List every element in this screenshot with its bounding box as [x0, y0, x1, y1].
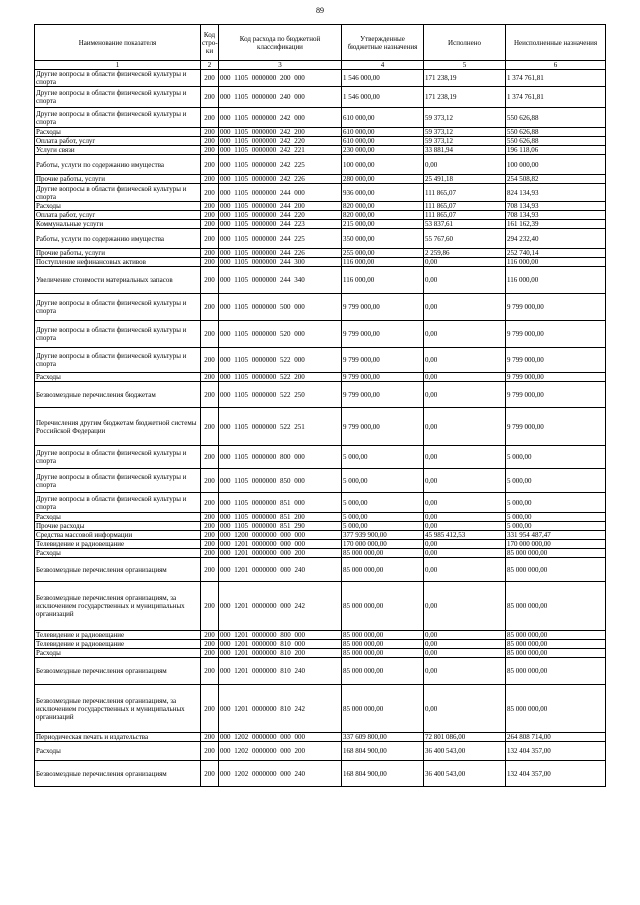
table-row — [35, 640, 606, 649]
executed-amount-cell: 111 865,07 — [424, 202, 506, 211]
expense-code-cell: 000 1105 0000000 522 251 — [219, 408, 342, 446]
expense-code-cell: 000 1105 0000000 244 200 — [219, 202, 342, 211]
approved-amount-cell: 9 799 000,00 — [342, 294, 424, 321]
column-number: 4 — [342, 61, 424, 70]
line-code-cell: 200 — [201, 137, 219, 146]
approved-amount-cell: 255 000,00 — [342, 249, 424, 258]
executed-amount-cell: 171 238,19 — [424, 87, 506, 108]
unexecuted-amount-cell: 294 232,40 — [506, 229, 606, 249]
indicator-name-cell: Безвозмездные перечисления организациям — [35, 658, 201, 685]
executed-amount-cell: 59 373,12 — [424, 108, 506, 128]
expense-code-cell: 000 1105 0000000 242 226 — [219, 175, 342, 184]
header-approved: Утвержденные бюджетные назначения — [342, 25, 424, 61]
expense-code-cell: 000 1105 0000000 240 000 — [219, 87, 342, 108]
line-code-cell: 200 — [201, 373, 219, 382]
line-code-cell: 200 — [201, 220, 219, 229]
approved-amount-cell: 5 000,00 — [342, 469, 424, 493]
expense-code-cell: 000 1105 0000000 242 221 — [219, 146, 342, 155]
line-code-cell: 200 — [201, 685, 219, 733]
expense-code-cell: 000 1105 0000000 242 200 — [219, 128, 342, 137]
executed-amount-cell: 111 865,07 — [424, 211, 506, 220]
expense-code-cell: 000 1105 0000000 244 220 — [219, 211, 342, 220]
indicator-name-cell: Другие вопросы в области физической культуры и спорта — [35, 493, 201, 513]
approved-amount-cell: 5 000,00 — [342, 493, 424, 513]
line-code-cell: 200 — [201, 348, 219, 373]
line-code-cell: 200 — [201, 549, 219, 558]
unexecuted-amount-cell: 550 626,88 — [506, 108, 606, 128]
indicator-name-cell: Другие вопросы в области физической культуры и спорта — [35, 108, 201, 128]
unexecuted-amount-cell: 9 799 000,00 — [506, 348, 606, 373]
unexecuted-amount-cell: 85 000 000,00 — [506, 631, 606, 640]
executed-amount-cell: 2 259,86 — [424, 249, 506, 258]
executed-amount-cell: 0,00 — [424, 649, 506, 658]
approved-amount-cell: 9 799 000,00 — [342, 408, 424, 446]
unexecuted-amount-cell: 9 799 000,00 — [506, 294, 606, 321]
line-code-cell: 200 — [201, 294, 219, 321]
unexecuted-amount-cell: 264 808 714,00 — [506, 733, 606, 742]
unexecuted-amount-cell: 708 134,93 — [506, 202, 606, 211]
unexecuted-amount-cell: 252 740,14 — [506, 249, 606, 258]
line-code-cell: 200 — [201, 558, 219, 582]
unexecuted-amount-cell: 85 000 000,00 — [506, 649, 606, 658]
indicator-name-cell: Прочие работы, услуги — [35, 249, 201, 258]
table-row — [35, 175, 606, 184]
line-code-cell: 200 — [201, 742, 219, 761]
executed-amount-cell: 55 767,60 — [424, 229, 506, 249]
line-code-cell: 200 — [201, 513, 219, 522]
unexecuted-amount-cell: 254 508,82 — [506, 175, 606, 184]
executed-amount-cell: 36 400 543,00 — [424, 742, 506, 761]
table-row — [35, 558, 606, 582]
approved-amount-cell: 116 000,00 — [342, 258, 424, 267]
column-number: 6 — [506, 61, 606, 70]
table-row — [35, 155, 606, 175]
executed-amount-cell: 0,00 — [424, 408, 506, 446]
expense-code-cell: 000 1202 0000000 000 200 — [219, 742, 342, 761]
indicator-name-cell: Другие вопросы в области физической культуры и спорта — [35, 184, 201, 202]
executed-amount-cell: 72 801 086,00 — [424, 733, 506, 742]
indicator-name-cell: Другие вопросы в области физической культуры и спорта — [35, 70, 201, 87]
expense-code-cell: 000 1105 0000000 244 340 — [219, 267, 342, 294]
approved-amount-cell: 85 000 000,00 — [342, 549, 424, 558]
approved-amount-cell: 936 000,00 — [342, 184, 424, 202]
indicator-name-cell: Телевидение и радиовещание — [35, 640, 201, 649]
expense-code-cell: 000 1201 0000000 000 000 — [219, 540, 342, 549]
line-code-cell: 200 — [201, 202, 219, 211]
table-row — [35, 373, 606, 382]
expense-code-cell: 000 1105 0000000 244 225 — [219, 229, 342, 249]
indicator-name-cell: Оплата работ, услуг — [35, 211, 201, 220]
expense-code-cell: 000 1105 0000000 851 000 — [219, 493, 342, 513]
indicator-name-cell: Безвозмездные перечисления организациям, за исключением государственных и муниципальных организаций — [35, 582, 201, 631]
approved-amount-cell: 116 000,00 — [342, 267, 424, 294]
executed-amount-cell: 45 985 412,53 — [424, 531, 506, 540]
indicator-name-cell: Расходы — [35, 128, 201, 137]
indicator-name-cell: Услуги связи — [35, 146, 201, 155]
indicator-name-cell: Безвозмездные перечисления организациям — [35, 761, 201, 787]
expense-code-cell: 000 1201 0000000 000 242 — [219, 582, 342, 631]
table-row — [35, 229, 606, 249]
executed-amount-cell: 59 373,12 — [424, 128, 506, 137]
approved-amount-cell: 820 000,00 — [342, 211, 424, 220]
table-row — [35, 761, 606, 787]
executed-amount-cell: 0,00 — [424, 258, 506, 267]
approved-amount-cell: 350 000,00 — [342, 229, 424, 249]
expense-code-cell: 000 1105 0000000 244 226 — [219, 249, 342, 258]
approved-amount-cell: 85 000 000,00 — [342, 658, 424, 685]
approved-amount-cell: 280 000,00 — [342, 175, 424, 184]
approved-amount-cell: 85 000 000,00 — [342, 685, 424, 733]
indicator-name-cell: Расходы — [35, 202, 201, 211]
expense-code-cell: 000 1105 0000000 244 000 — [219, 184, 342, 202]
table-row — [35, 446, 606, 469]
unexecuted-amount-cell: 9 799 000,00 — [506, 408, 606, 446]
expense-code-cell: 000 1202 0000000 000 000 — [219, 733, 342, 742]
line-code-cell: 200 — [201, 175, 219, 184]
approved-amount-cell: 820 000,00 — [342, 202, 424, 211]
approved-amount-cell: 9 799 000,00 — [342, 321, 424, 348]
header-executed: Исполнено — [424, 25, 506, 61]
indicator-name-cell: Другие вопросы в области физической культуры и спорта — [35, 87, 201, 108]
executed-amount-cell: 0,00 — [424, 267, 506, 294]
executed-amount-cell: 111 865,07 — [424, 184, 506, 202]
line-code-cell: 200 — [201, 229, 219, 249]
executed-amount-cell: 0,00 — [424, 540, 506, 549]
unexecuted-amount-cell: 9 799 000,00 — [506, 321, 606, 348]
table-row — [35, 531, 606, 540]
table-row — [35, 184, 606, 202]
indicator-name-cell: Телевидение и радиовещание — [35, 631, 201, 640]
expense-code-cell: 000 1105 0000000 522 250 — [219, 382, 342, 408]
executed-amount-cell: 0,00 — [424, 513, 506, 522]
approved-amount-cell: 168 804 900,00 — [342, 761, 424, 787]
indicator-name-cell: Другие вопросы в области физической культуры и спорта — [35, 446, 201, 469]
expense-code-cell: 000 1201 0000000 000 200 — [219, 549, 342, 558]
approved-amount-cell: 5 000,00 — [342, 513, 424, 522]
unexecuted-amount-cell: 85 000 000,00 — [506, 685, 606, 733]
expense-code-cell: 000 1105 0000000 851 200 — [219, 513, 342, 522]
unexecuted-amount-cell: 85 000 000,00 — [506, 549, 606, 558]
header-unexecuted: Неисполненные назначения — [506, 25, 606, 61]
line-code-cell: 200 — [201, 70, 219, 87]
unexecuted-amount-cell: 5 000,00 — [506, 513, 606, 522]
table-row — [35, 513, 606, 522]
expense-code-cell: 000 1201 0000000 810 000 — [219, 640, 342, 649]
table-row — [35, 549, 606, 558]
expense-code-cell: 000 1105 0000000 500 000 — [219, 294, 342, 321]
indicator-name-cell: Безвозмездные перечисления организациям — [35, 558, 201, 582]
unexecuted-amount-cell: 161 162,39 — [506, 220, 606, 229]
table-row — [35, 294, 606, 321]
table-row — [35, 128, 606, 137]
line-code-cell: 200 — [201, 631, 219, 640]
table-row — [35, 267, 606, 294]
line-code-cell: 200 — [201, 649, 219, 658]
line-code-cell: 200 — [201, 108, 219, 128]
indicator-name-cell: Увеличение стоимости материальных запасов — [35, 267, 201, 294]
executed-amount-cell: 0,00 — [424, 373, 506, 382]
approved-amount-cell: 610 000,00 — [342, 108, 424, 128]
executed-amount-cell: 0,00 — [424, 493, 506, 513]
unexecuted-amount-cell: 824 134,93 — [506, 184, 606, 202]
indicator-name-cell: Расходы — [35, 742, 201, 761]
table-row — [35, 202, 606, 211]
executed-amount-cell: 0,00 — [424, 321, 506, 348]
unexecuted-amount-cell: 196 118,06 — [506, 146, 606, 155]
page-number: 89 — [316, 6, 324, 15]
approved-amount-cell: 9 799 000,00 — [342, 348, 424, 373]
line-code-cell: 200 — [201, 267, 219, 294]
approved-amount-cell: 1 546 000,00 — [342, 70, 424, 87]
table-row — [35, 742, 606, 761]
indicator-name-cell: Прочие расходы — [35, 522, 201, 531]
line-code-cell: 200 — [201, 87, 219, 108]
unexecuted-amount-cell: 5 000,00 — [506, 469, 606, 493]
unexecuted-amount-cell: 5 000,00 — [506, 522, 606, 531]
line-code-cell: 200 — [201, 469, 219, 493]
expense-code-cell: 000 1105 0000000 800 000 — [219, 446, 342, 469]
approved-amount-cell: 610 000,00 — [342, 128, 424, 137]
table-row — [35, 211, 606, 220]
unexecuted-amount-cell: 708 134,93 — [506, 211, 606, 220]
header-row — [35, 25, 606, 61]
table-row — [35, 249, 606, 258]
line-code-cell: 200 — [201, 640, 219, 649]
unexecuted-amount-cell: 550 626,88 — [506, 137, 606, 146]
executed-amount-cell: 0,00 — [424, 348, 506, 373]
indicator-name-cell: Периодическая печать и издательства — [35, 733, 201, 742]
indicator-name-cell: Оплата работ, услуг — [35, 137, 201, 146]
executed-amount-cell: 53 837,61 — [424, 220, 506, 229]
unexecuted-amount-cell: 116 000,00 — [506, 258, 606, 267]
approved-amount-cell: 85 000 000,00 — [342, 558, 424, 582]
executed-amount-cell: 0,00 — [424, 294, 506, 321]
table-row — [35, 258, 606, 267]
header-expense-code: Код расхода по бюджетной классификации — [219, 25, 342, 61]
expense-code-cell: 000 1105 0000000 522 000 — [219, 348, 342, 373]
unexecuted-amount-cell: 9 799 000,00 — [506, 382, 606, 408]
indicator-name-cell: Безвозмездные перечисления организациям, за исключением государственных и муниципальных организаций — [35, 685, 201, 733]
indicator-name-cell: Телевидение и радиовещание — [35, 540, 201, 549]
table-row — [35, 649, 606, 658]
unexecuted-amount-cell: 170 000 000,00 — [506, 540, 606, 549]
line-code-cell: 200 — [201, 408, 219, 446]
indicator-name-cell: Расходы — [35, 549, 201, 558]
expense-code-cell: 000 1105 0000000 242 000 — [219, 108, 342, 128]
approved-amount-cell: 85 000 000,00 — [342, 631, 424, 640]
expense-code-cell: 000 1201 0000000 800 000 — [219, 631, 342, 640]
executed-amount-cell: 59 373,12 — [424, 137, 506, 146]
unexecuted-amount-cell: 132 404 357,00 — [506, 742, 606, 761]
line-code-cell: 200 — [201, 522, 219, 531]
unexecuted-amount-cell: 5 000,00 — [506, 493, 606, 513]
column-number-row — [35, 61, 606, 70]
executed-amount-cell: 0,00 — [424, 631, 506, 640]
table-row — [35, 70, 606, 87]
table-row — [35, 522, 606, 531]
approved-amount-cell: 377 939 900,00 — [342, 531, 424, 540]
expense-code-cell: 000 1105 0000000 522 200 — [219, 373, 342, 382]
table-row — [35, 631, 606, 640]
approved-amount-cell: 85 000 000,00 — [342, 582, 424, 631]
line-code-cell: 200 — [201, 155, 219, 175]
unexecuted-amount-cell: 85 000 000,00 — [506, 558, 606, 582]
executed-amount-cell: 25 491,18 — [424, 175, 506, 184]
approved-amount-cell: 9 799 000,00 — [342, 382, 424, 408]
line-code-cell: 200 — [201, 382, 219, 408]
executed-amount-cell: 0,00 — [424, 582, 506, 631]
executed-amount-cell: 36 400 543,00 — [424, 761, 506, 787]
expense-code-cell: 000 1105 0000000 242 225 — [219, 155, 342, 175]
approved-amount-cell: 170 000 000,00 — [342, 540, 424, 549]
approved-amount-cell: 610 000,00 — [342, 137, 424, 146]
executed-amount-cell: 0,00 — [424, 522, 506, 531]
executed-amount-cell: 33 881,94 — [424, 146, 506, 155]
indicator-name-cell: Расходы — [35, 513, 201, 522]
executed-amount-cell: 0,00 — [424, 155, 506, 175]
executed-amount-cell: 0,00 — [424, 549, 506, 558]
line-code-cell: 200 — [201, 582, 219, 631]
indicator-name-cell: Перечисления другим бюджетам бюджетной системы Российской Федерации — [35, 408, 201, 446]
approved-amount-cell: 337 609 800,00 — [342, 733, 424, 742]
table-row — [35, 582, 606, 631]
table-row — [35, 87, 606, 108]
indicator-name-cell: Безвозмездные перечисления бюджетам — [35, 382, 201, 408]
unexecuted-amount-cell: 1 374 761,81 — [506, 87, 606, 108]
table-row — [35, 685, 606, 733]
executed-amount-cell: 0,00 — [424, 469, 506, 493]
unexecuted-amount-cell: 5 000,00 — [506, 446, 606, 469]
indicator-name-cell: Работы, услуги по содержанию имущества — [35, 229, 201, 249]
line-code-cell: 200 — [201, 761, 219, 787]
approved-amount-cell: 85 000 000,00 — [342, 640, 424, 649]
line-code-cell: 200 — [201, 658, 219, 685]
executed-amount-cell: 0,00 — [424, 446, 506, 469]
approved-amount-cell: 215 000,00 — [342, 220, 424, 229]
header-line-code: Код стро-ки — [201, 25, 219, 61]
approved-amount-cell: 100 000,00 — [342, 155, 424, 175]
approved-amount-cell: 168 804 900,00 — [342, 742, 424, 761]
indicator-name-cell: Другие вопросы в области физической культуры и спорта — [35, 294, 201, 321]
approved-amount-cell: 5 000,00 — [342, 522, 424, 531]
unexecuted-amount-cell: 331 954 487,47 — [506, 531, 606, 540]
expense-code-cell: 000 1201 0000000 810 240 — [219, 658, 342, 685]
table-row — [35, 540, 606, 549]
indicator-name-cell: Работы, услуги по содержанию имущества — [35, 155, 201, 175]
line-code-cell: 200 — [201, 446, 219, 469]
executed-amount-cell: 171 238,19 — [424, 70, 506, 87]
indicator-name-cell: Другие вопросы в области физической культуры и спорта — [35, 348, 201, 373]
column-number: 2 — [201, 61, 219, 70]
unexecuted-amount-cell: 100 000,00 — [506, 155, 606, 175]
executed-amount-cell: 0,00 — [424, 382, 506, 408]
expense-code-cell: 000 1201 0000000 000 240 — [219, 558, 342, 582]
expense-code-cell: 000 1105 0000000 851 290 — [219, 522, 342, 531]
indicator-name-cell: Средства массовой информации — [35, 531, 201, 540]
table-row — [35, 469, 606, 493]
line-code-cell: 200 — [201, 249, 219, 258]
expense-code-cell: 000 1202 0000000 000 240 — [219, 761, 342, 787]
line-code-cell: 200 — [201, 493, 219, 513]
expense-code-cell: 000 1105 0000000 244 300 — [219, 258, 342, 267]
expense-code-cell: 000 1105 0000000 850 000 — [219, 469, 342, 493]
approved-amount-cell: 5 000,00 — [342, 446, 424, 469]
unexecuted-amount-cell: 85 000 000,00 — [506, 582, 606, 631]
line-code-cell: 200 — [201, 258, 219, 267]
indicator-name-cell: Расходы — [35, 649, 201, 658]
expense-code-cell: 000 1105 0000000 520 000 — [219, 321, 342, 348]
approved-amount-cell: 85 000 000,00 — [342, 649, 424, 658]
budget-table — [34, 24, 606, 787]
line-code-cell: 200 — [201, 146, 219, 155]
unexecuted-amount-cell: 116 000,00 — [506, 267, 606, 294]
indicator-name-cell: Расходы — [35, 373, 201, 382]
table-row — [35, 146, 606, 155]
table-row — [35, 733, 606, 742]
indicator-name-cell: Поступление нефинансовых активов — [35, 258, 201, 267]
unexecuted-amount-cell: 85 000 000,00 — [506, 640, 606, 649]
unexecuted-amount-cell: 550 626,88 — [506, 128, 606, 137]
expense-code-cell: 000 1105 0000000 244 223 — [219, 220, 342, 229]
column-number: 5 — [424, 61, 506, 70]
table-row — [35, 348, 606, 373]
table-row — [35, 493, 606, 513]
indicator-name-cell: Коммунальные услуги — [35, 220, 201, 229]
approved-amount-cell: 9 799 000,00 — [342, 373, 424, 382]
approved-amount-cell: 1 546 000,00 — [342, 87, 424, 108]
approved-amount-cell: 230 000,00 — [342, 146, 424, 155]
expense-code-cell: 000 1201 0000000 810 242 — [219, 685, 342, 733]
table-row — [35, 321, 606, 348]
line-code-cell: 200 — [201, 321, 219, 348]
unexecuted-amount-cell: 9 799 000,00 — [506, 373, 606, 382]
unexecuted-amount-cell: 1 374 761,81 — [506, 70, 606, 87]
expense-code-cell: 000 1105 0000000 200 000 — [219, 70, 342, 87]
executed-amount-cell: 0,00 — [424, 558, 506, 582]
line-code-cell: 200 — [201, 540, 219, 549]
executed-amount-cell: 0,00 — [424, 685, 506, 733]
line-code-cell: 200 — [201, 531, 219, 540]
line-code-cell: 200 — [201, 184, 219, 202]
unexecuted-amount-cell: 132 404 357,00 — [506, 761, 606, 787]
table-row — [35, 658, 606, 685]
expense-code-cell: 000 1105 0000000 242 220 — [219, 137, 342, 146]
unexecuted-amount-cell: 85 000 000,00 — [506, 658, 606, 685]
indicator-name-cell: Прочие работы, услуги — [35, 175, 201, 184]
table-row — [35, 220, 606, 229]
executed-amount-cell: 0,00 — [424, 640, 506, 649]
indicator-name-cell: Другие вопросы в области физической культуры и спорта — [35, 469, 201, 493]
executed-amount-cell: 0,00 — [424, 658, 506, 685]
expense-code-cell: 000 1201 0000000 810 200 — [219, 649, 342, 658]
line-code-cell: 200 — [201, 733, 219, 742]
header-name: Наименование показателя — [35, 25, 201, 61]
column-number: 1 — [35, 61, 201, 70]
line-code-cell: 200 — [201, 128, 219, 137]
table-row — [35, 408, 606, 446]
line-code-cell: 200 — [201, 211, 219, 220]
table-row — [35, 382, 606, 408]
expense-code-cell: 000 1200 0000000 000 000 — [219, 531, 342, 540]
column-number: 3 — [219, 61, 342, 70]
table-row — [35, 108, 606, 128]
table-row — [35, 137, 606, 146]
indicator-name-cell: Другие вопросы в области физической культуры и спорта — [35, 321, 201, 348]
